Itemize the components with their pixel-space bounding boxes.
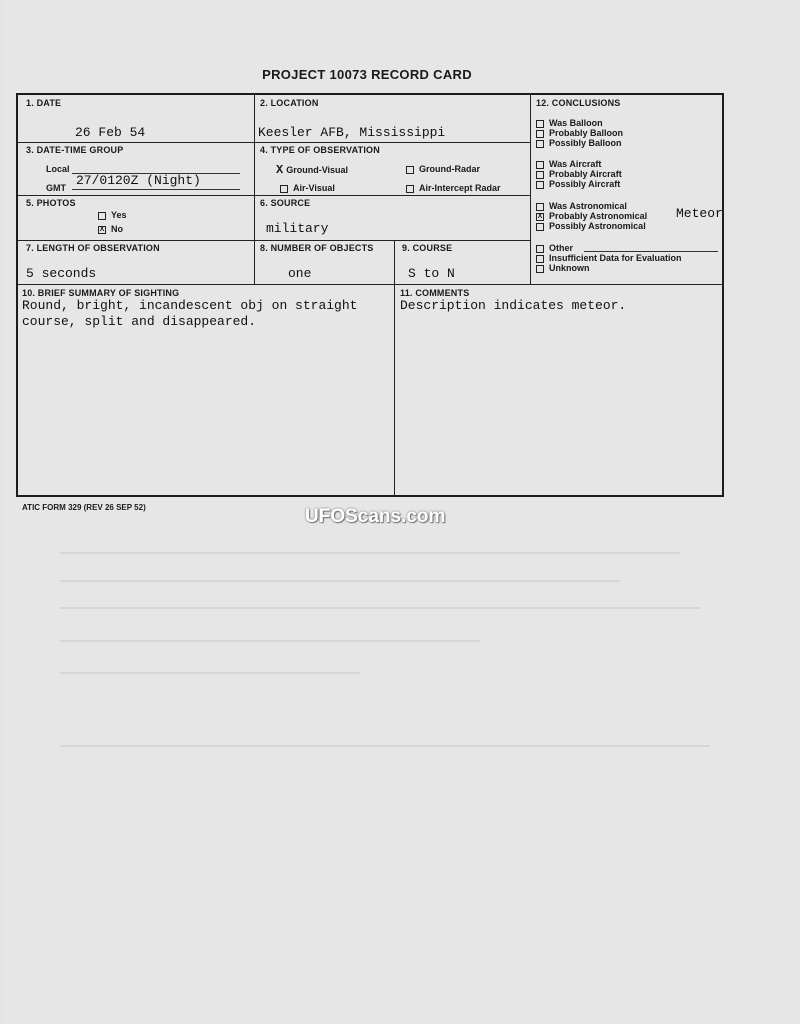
- bleed-through-text: [60, 640, 480, 642]
- photos-yes-checkbox: [98, 212, 106, 220]
- source-value: military: [266, 221, 329, 236]
- bleed-through-text: [60, 580, 620, 582]
- conclusions-aircraft-group: Was Aircraft Probably Aircraft Possibly Aircraft: [536, 159, 622, 189]
- summary-label: 10. BRIEF SUMMARY OF SIGHTING: [22, 288, 180, 298]
- location-value: Keesler AFB, Mississippi: [258, 125, 446, 140]
- divider: [394, 240, 395, 495]
- summary-line-1: Round, bright, incandescent obj on straight: [22, 298, 358, 313]
- checkbox: [536, 181, 544, 189]
- checkbox: [536, 120, 544, 128]
- ground-radar-option: Ground-Radar: [406, 164, 480, 174]
- checkbox: [536, 161, 544, 169]
- other-line: [584, 251, 718, 252]
- date-label: 1. DATE: [26, 98, 62, 108]
- length-value: 5 seconds: [26, 266, 97, 281]
- course-value: S to N: [408, 266, 455, 281]
- source-label: 6. SOURCE: [260, 198, 311, 208]
- objects-value: one: [288, 266, 312, 281]
- divider: [254, 95, 255, 284]
- checkbox: [536, 223, 544, 231]
- bleed-through-text: [60, 607, 700, 609]
- watermark: UFOScans.com: [305, 506, 446, 527]
- conclusions-other-group: Other Insufficient Data for Evaluation Unknown: [536, 243, 682, 273]
- checkbox: [536, 140, 544, 148]
- photos-no-checkbox: X: [99, 225, 105, 233]
- ground-visual-option: X Ground-Visual: [276, 163, 349, 177]
- ground-visual-check-mark: X: [276, 163, 284, 177]
- comments-value: Description indicates meteor.: [400, 298, 627, 313]
- date-value: 26 Feb 54: [75, 125, 146, 140]
- air-intercept-checkbox: [406, 185, 414, 193]
- divider: [530, 95, 531, 284]
- divider: [18, 240, 530, 241]
- location-label: 2. LOCATION: [260, 98, 319, 108]
- divider: [18, 195, 530, 196]
- comments-label: 11. COMMENTS: [400, 288, 470, 298]
- dtg-gmt-line: [72, 189, 240, 190]
- photos-yes-option: Yes: [98, 210, 127, 220]
- summary-line-2: course, split and disappeared.: [22, 314, 257, 329]
- checkbox: [536, 130, 544, 138]
- form-footer: ATIC FORM 329 (REV 26 SEP 52): [22, 503, 146, 512]
- ground-radar-checkbox: [406, 166, 414, 174]
- astronomical-note: Meteor: [676, 206, 723, 221]
- air-intercept-option: Air-Intercept Radar: [406, 183, 501, 193]
- length-label: 7. LENGTH OF OBSERVATION: [26, 243, 160, 253]
- bleed-through-text: [60, 552, 680, 554]
- bleed-through-text: [60, 672, 360, 674]
- card-title: PROJECT 10073 RECORD CARD: [262, 67, 472, 82]
- checkbox: [536, 245, 544, 253]
- checkbox: [536, 203, 544, 211]
- divider: [18, 142, 530, 143]
- bleed-through-text: [60, 745, 710, 747]
- conclusions-label: 12. CONCLUSIONS: [536, 98, 621, 108]
- objects-label: 8. NUMBER OF OBJECTS: [260, 243, 374, 253]
- conclusions-astro-group: Was Astronomical X Probably Astronomical Possibly Astronomical: [537, 201, 648, 231]
- divider: [18, 284, 722, 285]
- dtg-label: 3. DATE-TIME GROUP: [26, 145, 124, 155]
- record-card: [16, 93, 724, 497]
- checkbox: [536, 171, 544, 179]
- course-label: 9. COURSE: [402, 243, 453, 253]
- checkbox: [536, 255, 544, 263]
- probably-astronomical-checkbox: X: [537, 212, 543, 220]
- photos-no-option: X No: [99, 224, 123, 234]
- dtg-local-label: Local: [46, 164, 70, 174]
- dtg-value: 27/0120Z (Night): [76, 173, 201, 188]
- air-visual-option: Air-Visual: [280, 183, 335, 193]
- dtg-gmt-label: GMT: [46, 183, 66, 193]
- checkbox: [536, 265, 544, 273]
- air-visual-checkbox: [280, 185, 288, 193]
- conclusions-balloon-group: Was Balloon Probably Balloon Possibly Balloon: [536, 118, 623, 148]
- photos-label: 5. PHOTOS: [26, 198, 76, 208]
- type-label: 4. TYPE OF OBSERVATION: [260, 145, 380, 155]
